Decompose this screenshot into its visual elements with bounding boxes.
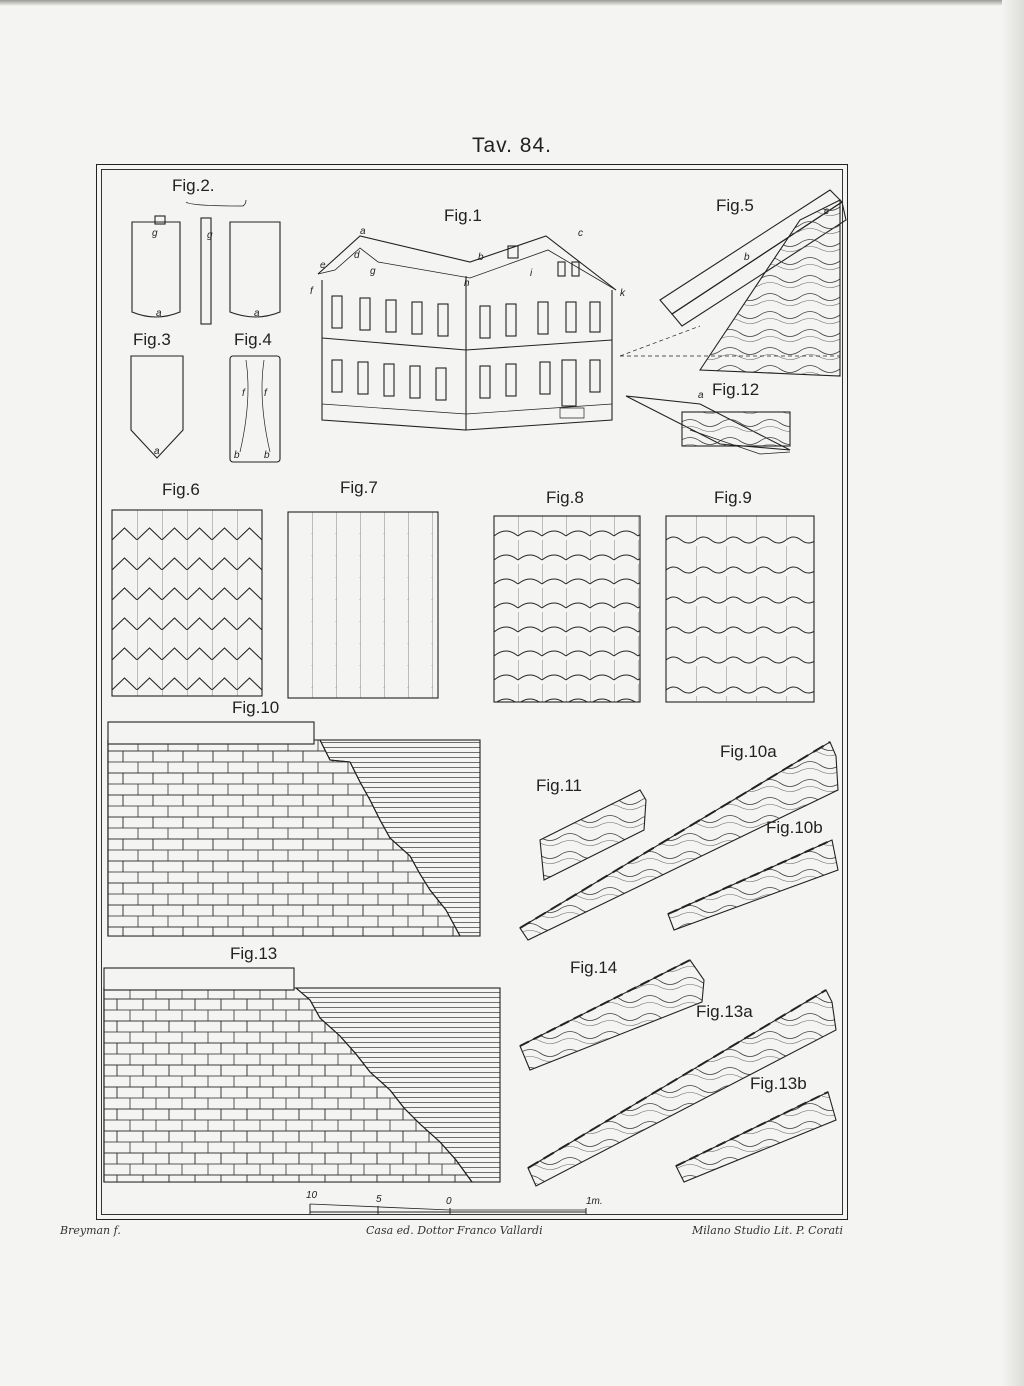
- fig12-label: Fig.12: [712, 380, 760, 399]
- fig3-label: Fig.3: [133, 330, 171, 349]
- fig10b-label: Fig.10b: [766, 818, 823, 837]
- fig9-wave-pattern: [666, 516, 814, 702]
- letter-f-fig4b: f: [264, 388, 267, 399]
- fig14-label: Fig.14: [570, 958, 618, 977]
- fig9-label: Fig.9: [714, 488, 752, 507]
- fig13-label: Fig.13: [230, 944, 278, 963]
- letter-g-fig2b: g: [207, 230, 213, 241]
- fig5-roof-section: [620, 190, 846, 376]
- letter-a-fig3: a: [154, 446, 160, 457]
- scale-label-0: 0: [446, 1196, 452, 1207]
- fig1-label: Fig.1: [444, 206, 482, 225]
- letter-h-fig1: h: [464, 278, 470, 289]
- fig4-tile: [230, 356, 280, 462]
- letter-g-fig2: g: [152, 228, 158, 239]
- letter-i-fig1: i: [530, 268, 533, 279]
- letter-f-fig1: f: [310, 286, 313, 297]
- fig7-label: Fig.7: [340, 478, 378, 497]
- fig2-tiles: [132, 200, 280, 324]
- letter-b-fig1: b: [478, 252, 484, 263]
- fig1-house: [318, 236, 616, 430]
- letter-f-fig4: f: [242, 388, 245, 399]
- fig2-label: Fig.2.: [172, 176, 215, 195]
- fig10a-label: Fig.10a: [720, 742, 777, 761]
- fig12-joint: [626, 396, 790, 454]
- fig13a-label: Fig.13a: [696, 1002, 753, 1021]
- credit-publisher: Casa ed. Dottor Franco Vallardi: [366, 1224, 543, 1237]
- letter-c-fig1: c: [578, 228, 583, 239]
- fig13b-beam-section: [676, 1092, 836, 1182]
- letter-b-fig4b: b: [264, 450, 270, 461]
- scale-label-10: 10: [306, 1190, 318, 1201]
- fig13b-label: Fig.13b: [750, 1074, 807, 1093]
- fig4-label: Fig.4: [234, 330, 272, 349]
- letter-c-fig5: c: [824, 206, 829, 217]
- fig8-scale-pattern: [494, 516, 640, 702]
- letter-a-fig2: a: [156, 308, 162, 319]
- letter-a-fig2b: a: [254, 308, 260, 319]
- fig13-stepped-roof: [104, 968, 500, 1182]
- fig5-label: Fig.5: [716, 196, 754, 215]
- scale-label-5: 5: [376, 1194, 382, 1205]
- fig6-label: Fig.6: [162, 480, 200, 499]
- letter-a-fig12: a: [698, 390, 704, 401]
- plate-title: Tav. 84.: [472, 134, 552, 157]
- letter-b-fig5: b: [744, 252, 750, 263]
- fig10-stepped-roof: [108, 722, 480, 936]
- credit-draftsman: Breyman f.: [60, 1224, 121, 1237]
- letter-a-fig1: a: [360, 226, 366, 237]
- credit-lithographer: Milano Studio Lit. P. Corati: [692, 1224, 843, 1237]
- fig3-tile: [131, 356, 183, 458]
- letter-k-fig1: k: [620, 288, 625, 299]
- letter-e-fig1: e: [320, 260, 326, 271]
- letter-b-fig4: b: [234, 450, 240, 461]
- scale-label-meter: 1m.: [586, 1196, 603, 1207]
- fig6-diamond-pattern: [112, 510, 262, 696]
- letter-g-fig1: g: [370, 266, 376, 277]
- fig7-round-pattern: [288, 512, 438, 698]
- fig8-label: Fig.8: [546, 488, 584, 507]
- fig11-label: Fig.11: [536, 776, 582, 795]
- fig10-label: Fig.10: [232, 698, 280, 717]
- letter-d-fig1: d: [354, 250, 360, 261]
